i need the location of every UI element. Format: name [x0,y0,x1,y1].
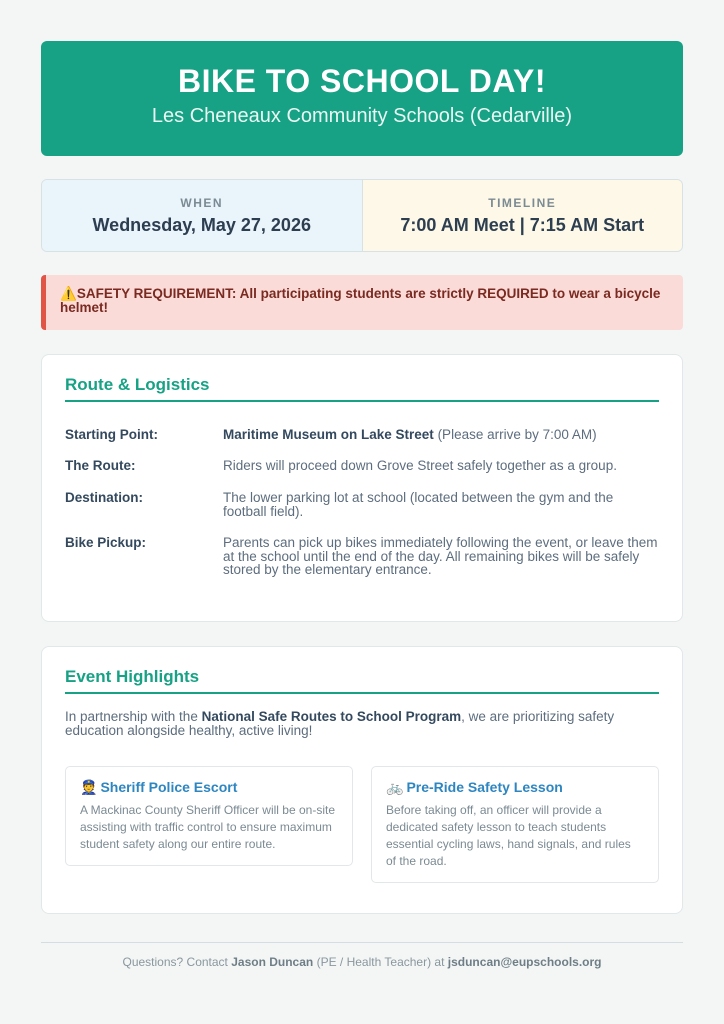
highlights-card [41,646,683,914]
route-card [41,354,683,622]
footer-divider [41,942,683,943]
route-title: Route & Logistics [65,375,659,402]
when-cell [42,180,363,251]
feature-description: Before taking off, an officer will provide a dedicated safety lesson to teach students essential cycling laws, hand signals, and rules of the road. [386,803,631,868]
footer-contact [0,955,724,969]
feature-description: A Mackinac County Sheriff Officer will be on-site assisting with traffic control to ensure maximum student safety along our entire route. [80,803,335,851]
feature-card [65,766,353,866]
feature-title-text: Sheriff Police Escort [100,779,238,795]
footer-text: Questions? Contact [122,955,232,969]
route-row-value: Parents can pick up bikes immediately following the event, or leave them at the school until the end of the day. All remaining bikes will be safely stored by the elementary entrance. [223,535,658,577]
highlights-title: Event Highlights [65,667,659,694]
warning-icon: ⚠️ [60,286,77,301]
route-row-value: Riders will proceed down Grove Street safely together as a group. [223,458,617,473]
timeline-label: TIMELINE [488,196,557,210]
police-officer-icon: 👮 [80,779,98,795]
contact-email[interactable]: jsduncan@eupschools.org [447,955,602,969]
starting-point-bold: Maritime Museum on Lake Street [223,427,434,442]
footer-text: (PE / Health Teacher) at [313,955,448,969]
route-row-value [223,428,659,442]
feature-title [386,779,644,796]
highlights-intro [65,710,659,737]
safety-alert [41,275,683,330]
when-label: WHEN [180,196,224,210]
starting-point-note: (Please arrive by 7:00 AM) [433,427,597,442]
event-title: BIKE TO SCHOOL DAY! [177,63,547,99]
event-header [41,41,683,156]
route-row-key: The Route: [65,458,136,473]
safety-alert-text: SAFETY REQUIREMENT: All participating students are strictly REQUIRED to wear a bicycle helmet! [60,286,661,315]
route-row-key: Bike Pickup: [65,535,147,550]
feature-title [80,779,338,796]
intro-text: In partnership with the [65,709,202,724]
timeline-cell [363,180,683,251]
school-name: Les Cheneaux Community Schools (Cedarville) [151,105,573,127]
timeline-value: 7:00 AM Meet | 7:15 AM Start [400,215,645,235]
program-name: National Safe Routes to School Program [201,709,462,724]
feature-title-text: Pre-Ride Safety Lesson [406,779,563,795]
when-value: Wednesday, May 27, 2026 [92,215,311,235]
route-row-key: Destination: [65,490,144,505]
event-info-panel [41,179,683,252]
bicycle-icon: 🚲 [386,779,404,795]
feature-card [371,766,659,883]
contact-name: Jason Duncan [231,955,314,969]
route-row-value: The lower parking lot at school (located between the gym and the football field). [223,490,614,519]
intro-text: , we are prioritizing safety education alongside healthy, active living! [65,709,615,738]
route-row-key: Starting Point: [65,427,158,442]
